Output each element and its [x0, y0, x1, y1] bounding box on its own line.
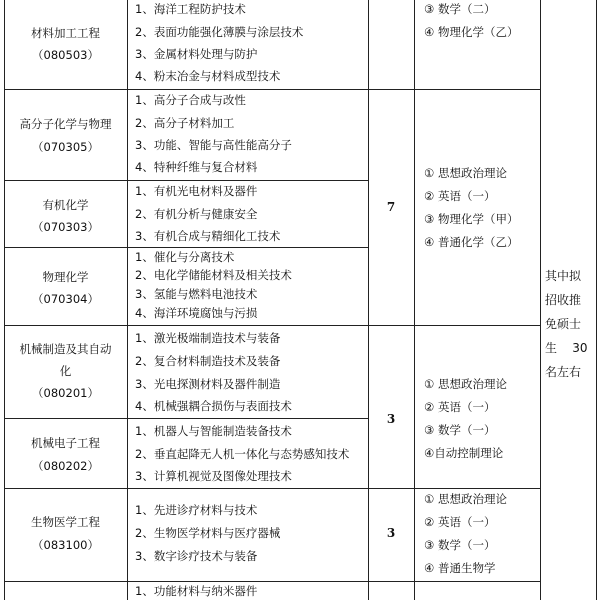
enrollment-count: 3: [386, 412, 396, 426]
direction-item: 2、垂直起降无人机一体化与态势感知技术: [135, 447, 350, 461]
grid-group-line: [368, 89, 540, 90]
exam-subject: ④ 普通化学（乙）: [424, 235, 519, 249]
direction-item: 3、金属材料处理与防护: [135, 47, 258, 61]
exam-subject: ① 思想政治理论: [424, 377, 507, 391]
major-code: （080503）: [32, 48, 99, 62]
exam-subject: ③ 数学（一）: [424, 423, 496, 437]
direction-item: 1、催化与分离技术: [135, 250, 235, 264]
direction-item: 3、数字诊疗技术与装备: [135, 549, 258, 563]
grid-row-line: [4, 247, 368, 248]
grid-col-direction-right: [368, 0, 369, 600]
grid-row-line: [4, 581, 368, 582]
remarks-line: 名左右: [545, 365, 582, 379]
direction-item: 1、高分子合成与改性: [135, 93, 246, 107]
remarks-line: 免硕士: [545, 317, 582, 331]
grid-group-line: [368, 488, 540, 489]
direction-item: 3、氢能与燃料电池技术: [135, 287, 258, 301]
exam-subject: ③ 物理化学（甲）: [424, 212, 519, 226]
direction-item: 1、海洋工程防护技术: [135, 2, 246, 16]
direction-item: 1、有机光电材料及器件: [135, 184, 258, 198]
exam-subject: ③ 数学（二）: [424, 2, 496, 16]
remarks-line: 招收推: [545, 293, 582, 307]
exam-subject: ④ 物理化学（乙）: [424, 25, 519, 39]
grid-row-line: [4, 488, 368, 489]
direction-item: 1、先进诊疗材料与技术: [135, 503, 258, 517]
major-code: （070305）: [32, 140, 99, 154]
direction-item: 4、特种纤维与复合材料: [135, 160, 258, 174]
direction-item: 4、机械强耦合损伤与表面技术: [135, 399, 292, 413]
grid-row-line: [4, 418, 368, 419]
enrollment-count: 3: [386, 526, 396, 540]
major-name-continued: 化: [59, 364, 72, 378]
direction-item: 3、功能、智能与高性能高分子: [135, 138, 292, 152]
major-code: （080202）: [32, 459, 99, 473]
direction-item: 1、激光极端制造技术与装备: [135, 331, 281, 345]
exam-subject: ① 思想政治理论: [424, 166, 507, 180]
direction-item: 1、功能材料与纳米器件: [135, 584, 258, 598]
remarks-note: [545, 264, 593, 384]
exam-subject: ② 英语（一）: [424, 400, 496, 414]
direction-item: 2、表面功能强化薄膜与涂层技术: [135, 25, 304, 39]
direction-item: 3、光电探测材料及器件制造: [135, 377, 281, 391]
direction-item: 2、生物医学材料与医疗器械: [135, 526, 281, 540]
grid-row-line: [4, 89, 368, 90]
direction-item: 3、计算机视觉及图像处理技术: [135, 469, 292, 483]
major-name: 物理化学: [42, 270, 89, 284]
major-name: 机械制造及其自动: [19, 342, 112, 356]
exam-subject: ④ 普通生物学: [424, 561, 496, 575]
exam-subject: ② 英语（一）: [424, 515, 496, 529]
grid-row-line: [4, 325, 368, 326]
remarks-line: 生 30: [545, 341, 588, 355]
grid-group-line: [368, 581, 540, 582]
major-code: （070303）: [32, 220, 99, 234]
major-code: （083100）: [32, 538, 99, 552]
direction-item: 3、有机合成与精细化工技术: [135, 229, 281, 243]
exam-subject: ③ 数学（一）: [424, 538, 496, 552]
remarks-line: 其中拟: [545, 269, 582, 283]
grid-col-major-right: [127, 0, 128, 600]
exam-subject: ① 思想政治理论: [424, 492, 507, 506]
grid-col-count-right: [414, 0, 415, 600]
exam-subject: ② 英语（一）: [424, 189, 496, 203]
direction-item: 2、高分子材料加工: [135, 116, 235, 130]
direction-item: 1、机器人与智能制造装备技术: [135, 424, 292, 438]
major-name: 有机化学: [42, 198, 89, 212]
major-code: （070304）: [32, 292, 99, 306]
direction-item: 2、电化学储能材料及相关技术: [135, 268, 292, 282]
major-code: （080201）: [32, 386, 99, 400]
direction-item: 4、粉末冶金与材料成型技术: [135, 69, 281, 83]
major-name: 生物医学工程: [31, 515, 100, 529]
grid-group-line: [368, 325, 540, 326]
major-name: 机械电子工程: [31, 436, 100, 450]
major-name: 材料加工工程: [31, 26, 100, 40]
grid-row-line: [4, 180, 368, 181]
major-name: 高分子化学与物理: [19, 117, 112, 131]
direction-item: 2、有机分析与健康安全: [135, 207, 258, 221]
grid-col-exam-right: [540, 0, 541, 600]
direction-item: 4、海洋环境腐蚀与污损: [135, 306, 258, 320]
grid-right-border: [596, 0, 597, 600]
exam-subject: ④自动控制理论: [424, 446, 504, 460]
enrollment-count: 7: [386, 200, 396, 214]
direction-item: 2、复合材料制造技术及装备: [135, 354, 281, 368]
